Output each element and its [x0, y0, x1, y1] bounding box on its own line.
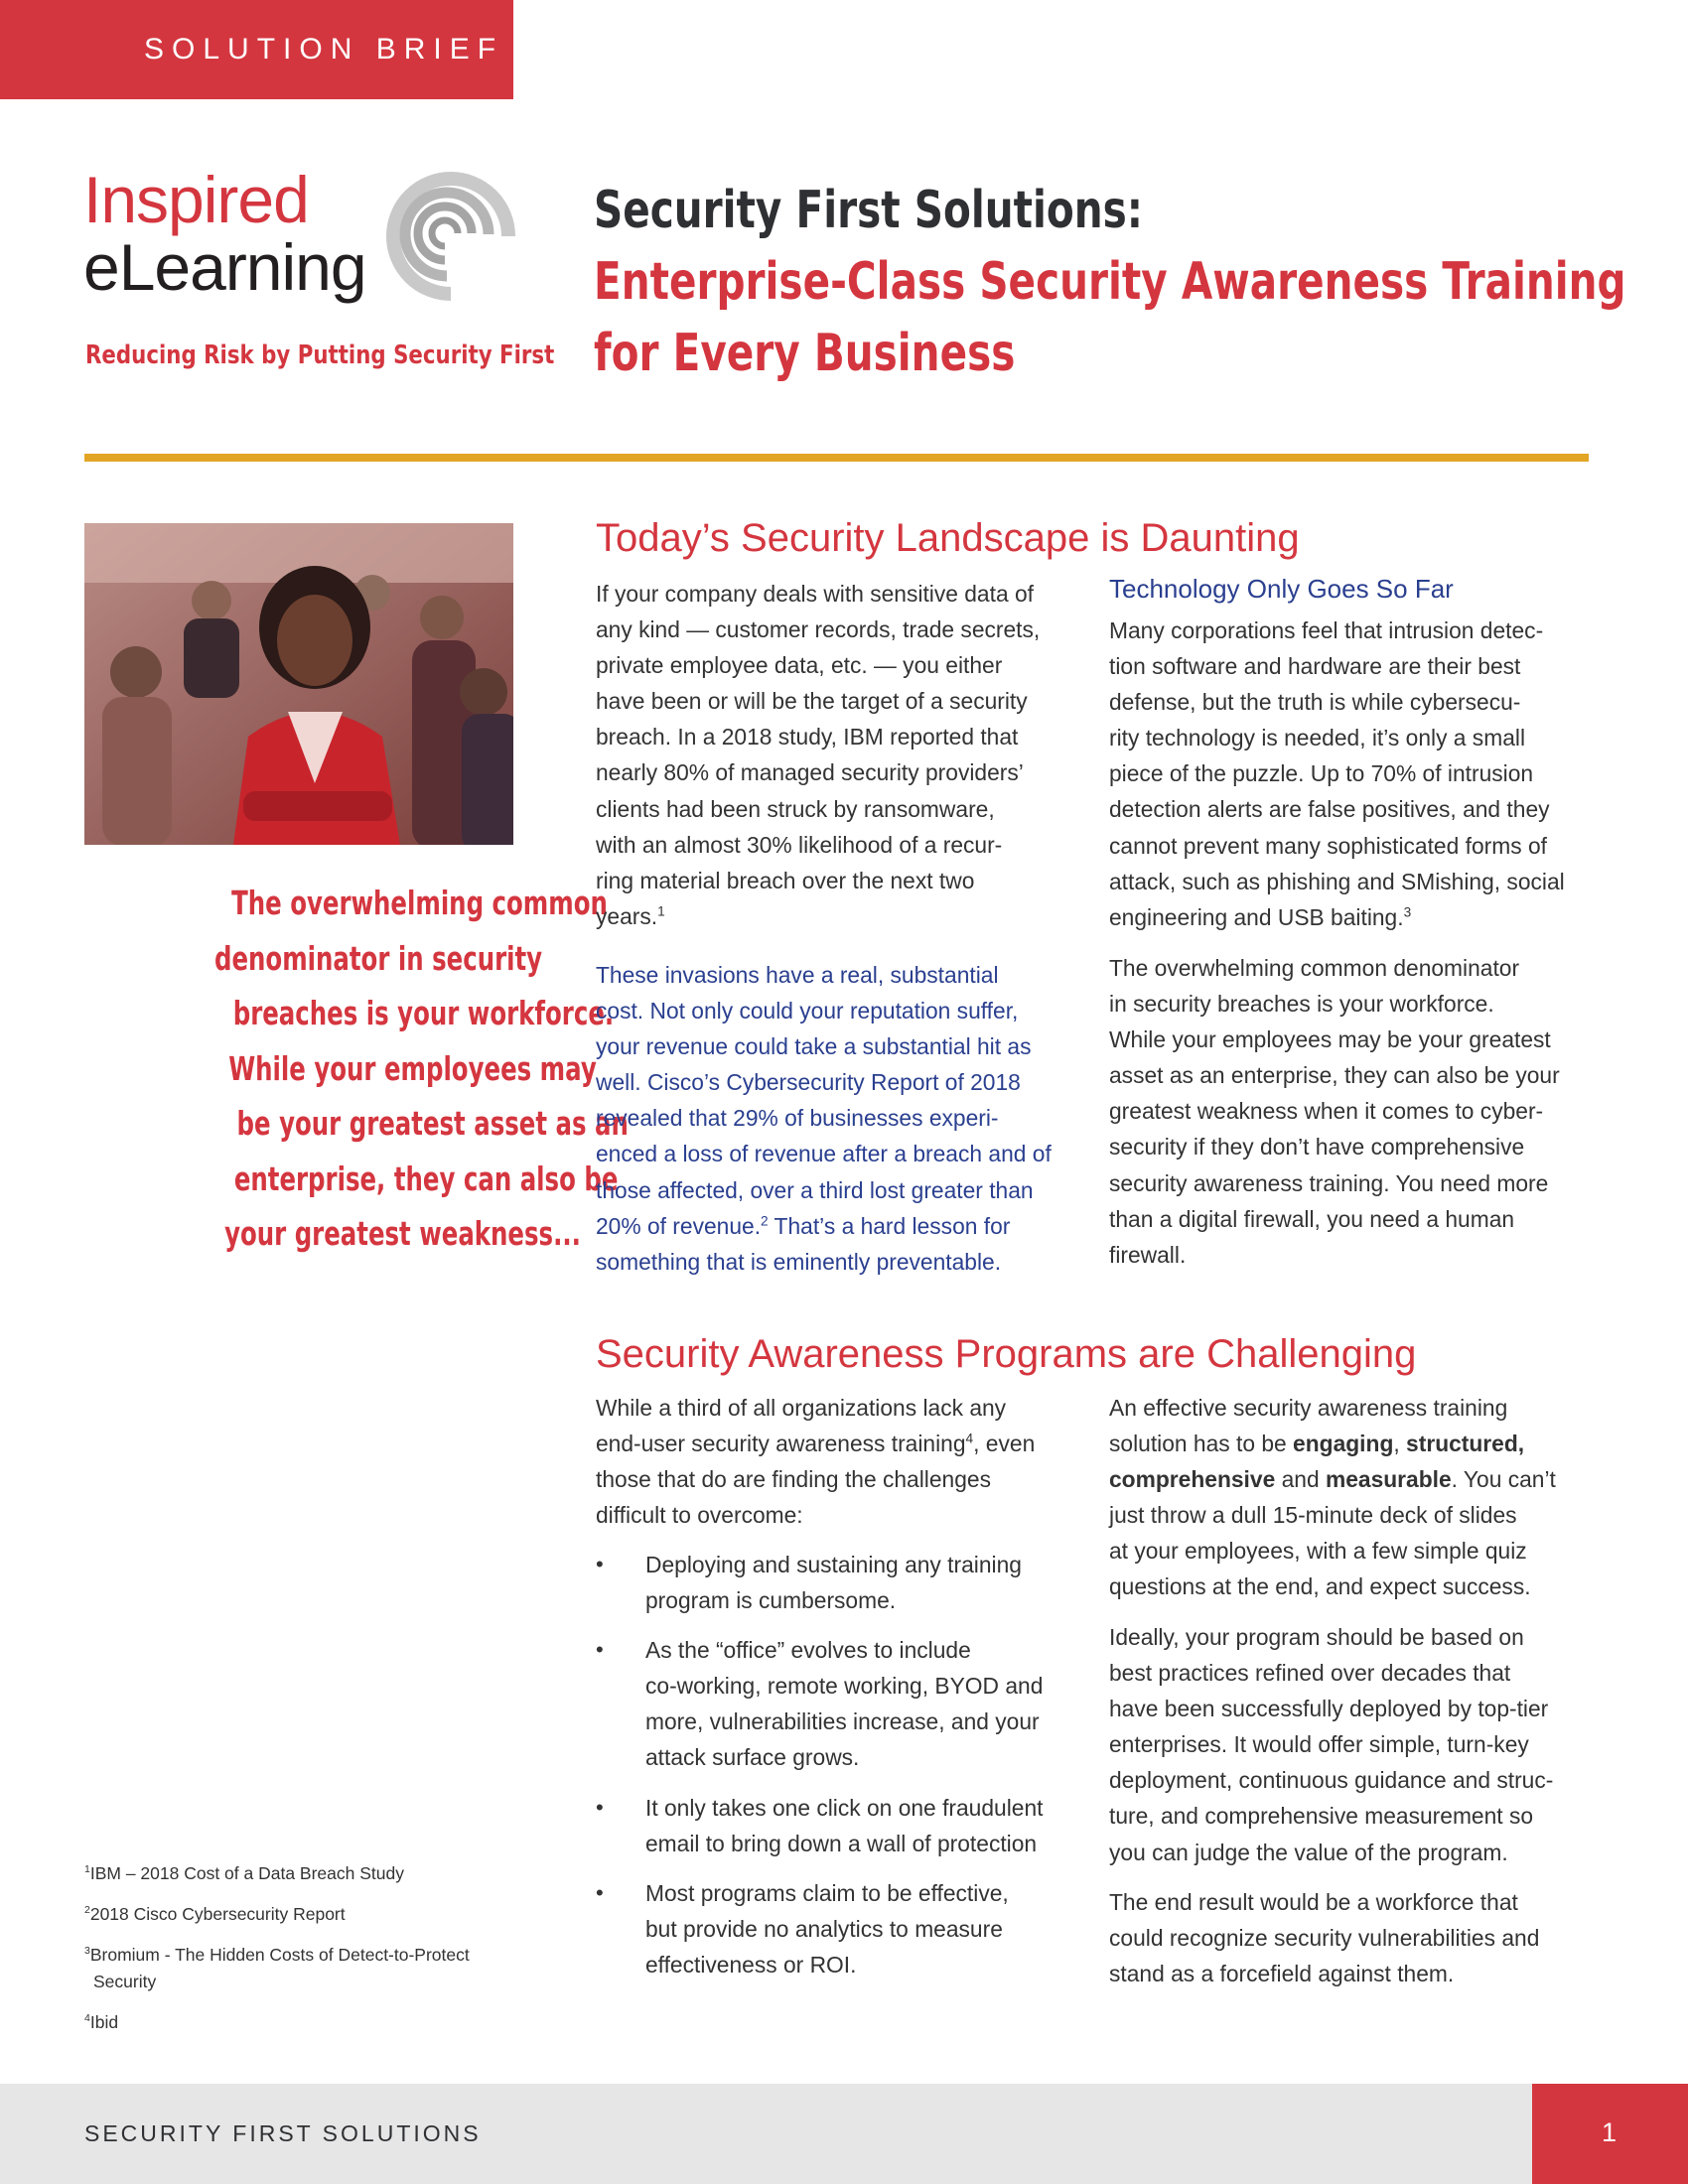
subheading-technology: Technology Only Goes So Far: [1109, 574, 1454, 604]
footnote-ref: 1: [657, 903, 665, 919]
bullet-icon: •: [596, 1879, 604, 1905]
list-item: • It only takes one click on one fraudulent email to bring down a wall of protection: [596, 1790, 1092, 1861]
footer-label: SECURITY FIRST SOLUTIONS: [84, 2120, 482, 2146]
logo-tagline: Reducing Risk by Putting Security First: [85, 341, 555, 370]
footnote: $^4$Ibid: [84, 2012, 119, 2032]
title-line-2: Enterprise-Class Security Awareness Training: [594, 252, 1626, 312]
bullet-icon: •: [596, 1637, 604, 1663]
list-item: • Deploying and sustaining any training program is cumbersome.: [596, 1547, 1092, 1618]
solution-brief-label: SOLUTION BRIEF: [144, 33, 504, 66]
pull-quote-line: While your employees may: [228, 1048, 597, 1088]
pull-quote-line: breaches is your workforce.: [232, 994, 615, 1032]
footnote: $^2$2018 Cisco Cybersecurity Report: [84, 1904, 346, 1924]
footnotes: [84, 1860, 521, 2050]
bullet-icon: •: [596, 1552, 604, 1576]
document-title: [594, 175, 1626, 389]
team-photo: [84, 523, 513, 845]
footnote-ref: 3: [1403, 904, 1412, 920]
title-line-3: for Every Business: [594, 324, 1016, 383]
logo-text-elearning: eLearning: [83, 230, 366, 304]
paragraph-programs-intro: While a third of all organizations lack any end-user security awareness training$^4$, even those that do are finding the challenges difficult to overcome:: [596, 1395, 1036, 1529]
paragraph-end-result: The end result would be a workforce that could recognize security vulnerabilities and stand as a forcefield against them.: [1109, 1889, 1540, 1987]
footnote: $^3$Bromium - The Hidden Costs of Detect-to-Protect Security: [84, 1945, 470, 1991]
title-line-1: Security First Solutions:: [594, 181, 1144, 240]
footnote: $^1$IBM – 2018 Cost of a Data Breach Study: [84, 1863, 404, 1883]
pull-quote-line: The overwhelming common: [231, 884, 608, 922]
paragraph-ideal-program: Ideally, your program should be based on best practices refined over decades that have been successfully deployed by top-tier enterprises. It would offer simple, turn-key deployment, continuous guidance and struc- ture, and comprehensive measurement so you can judge the value of the program.: [1109, 1624, 1554, 1865]
company-logo: [83, 163, 500, 336]
section-heading-landscape: Today’s Security Landscape is Daunting: [596, 516, 1300, 560]
list-item: • As the “office” evolves to include co-working, remote working, BYOD and more, vulnerabilities increase, and your attack surface grows.: [596, 1632, 1092, 1775]
pull-quote-line: denominator in security: [213, 938, 543, 978]
page-number: 1: [1602, 2117, 1618, 2147]
paragraph-technology: Many corporations feel that intrusion detec- tion software and hardware are their best defense, but the truth is while cybersecu- rity technology is needed, it’s only a small piece of the puzzle. Up to 70% of intrusion detection alerts are false positives, and they cannot prevent many sophisticated forms of attack, such as phishing and SMishing, social engineering and USB baiting.$^3$: [1109, 617, 1565, 930]
section-heading-programs: Security Awareness Programs are Challenging: [596, 1332, 1417, 1376]
pull-quote-line: be your greatest asset as an: [236, 1104, 629, 1143]
logo-text-inspired: Inspired: [83, 163, 309, 236]
footnote-ref: 4: [965, 1431, 974, 1446]
list-item: • Most programs claim to be effective, but provide no analytics to measure effectiveness or ROI.: [596, 1875, 1092, 1982]
page-number-box: [1532, 2084, 1688, 2184]
footnote-ref: 2: [761, 1213, 769, 1229]
bullet-icon: •: [596, 1794, 604, 1820]
gold-divider: [84, 454, 1589, 462]
pull-quote-line: your greatest weakness...: [224, 1214, 581, 1253]
pull-quote-line: enterprise, they can also be: [233, 1159, 619, 1198]
paragraph-workforce: The overwhelming common denominator in security breaches is your workforce. While your employees may be your greatest asset as an enterprise, they can also be your greatest weakness when it comes to cyber- security if they don’t have comprehensive security awareness training. You need more than a digital firewall, you need a human firewall.: [1109, 955, 1560, 1268]
paragraph-cost: These invasions have a real, substantial cost. Not only could your reputation suffer, your revenue could take a substantial hit as well. Cisco’s Cybersecurity Report of 2018 revealed that 29% of businesses experi- enced a loss of revenue after a breach and of those affected, over a third lost greater than 20% of revenue.$^2$ That’s a hard lesson for something that is eminently preventable.: [596, 962, 1052, 1275]
logo-swirl-icon: [381, 167, 520, 316]
footer-bar: [0, 2084, 1532, 2184]
paragraph-landscape-intro: If your company deals with sensitive data of any kind — customer records, trade secrets, private employee data, etc. — you either have been or will be the target of a security breach. In a 2018 study, IBM reported that nearly 80% of managed security providers’ clients had been struck by ransomware, with an almost 30% likelihood of a recur- ring material breach over the next two years.$^1$: [596, 581, 1041, 929]
challenges-list: [596, 1547, 1092, 1996]
paragraph-effective-solution: An effective security awareness training solution has to be engaging, structured, comprehensive and measurable. You can’t just throw a dull 15-minute deck of slides at your employees, with a few simple quiz questions at the end, and expect success.: [1109, 1395, 1556, 1600]
solution-brief-tag: [0, 0, 513, 99]
pull-quote: [99, 876, 629, 1262]
